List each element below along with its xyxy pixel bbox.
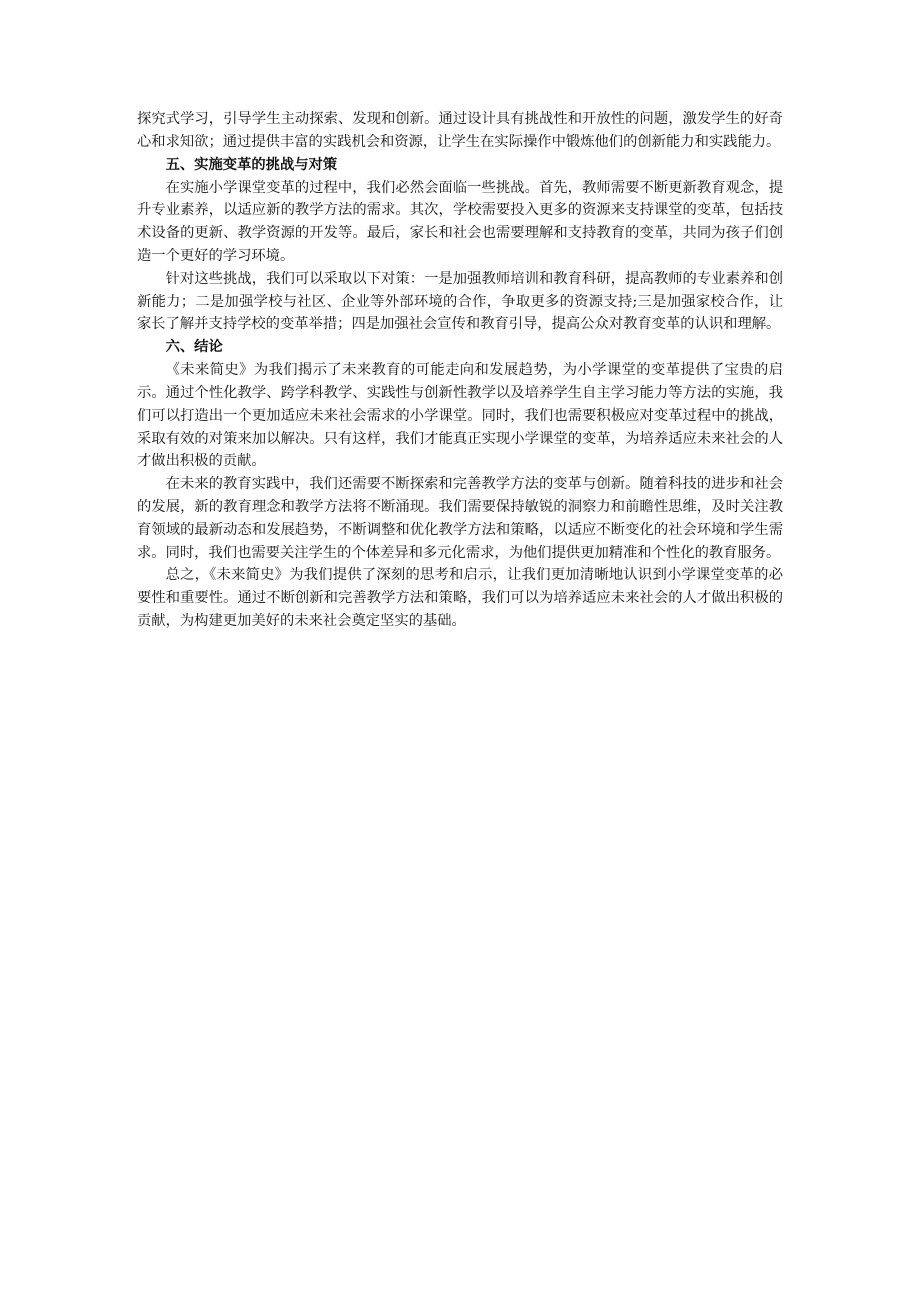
body-paragraph: 《未来简史》为我们揭示了未来教育的可能走向和发展趋势，为小学课堂的变革提供了宝贵的启示。通过个性化教学、跨学科教学、实践性与创新性教学以及培养学生自主学习能力等方法的实施，我们可以打造出一个更加适应未来社会需求的小学课堂。同时，我们也需要积极应对变革过程中的挑战，采取有效的对策来加以解决。只有这样，我们才能真正实现小学课堂的变革，为培养适应未来社会的人才做出积极的贡献。	[137, 362, 783, 470]
body-paragraph: 在实施小学课堂变革的过程中，我们必然会面临一些挑战。首先，教师需要不断更新教育观念，提升专业素养，以适应新的教学方法的需求。其次，学校需要投入更多的资源来支持课堂的变革，包括技术设备的更新、教学资源的开发等。最后，家长和社会也需要理解和支持教育的变革，共同为孩子们创造一个更好的学习环境。	[137, 179, 783, 264]
body-paragraph: 总之，《未来简史》为我们提供了深刻的思考和启示，让我们更加清晰地认识到小学课堂变革的必要性和重要性。通过不断创新和完善教学方法和策略，我们可以为培养适应未来社会的人才做出积极的贡献，为构建更加美好的未来社会奠定坚实的基础。	[137, 567, 783, 629]
document-page	[137, 108, 783, 633]
section-heading-conclusion: 六、结论	[165, 339, 223, 356]
body-paragraph: 在未来的教育实践中，我们还需要不断探索和完善教学方法的变革与创新。随着科技的进步和社会的发展，新的教育理念和教学方法将不断涌现。我们需要保持敏锐的洞察力和前瞻性思维，及时关注教育领域的最新动态和发展趋势，不断调整和优化教学方法和策略，以适应不断变化的社会环境和学生需求。同时，我们也需要关注学生的个体差异和多元化需求，为他们提供更加精准和个性化的教育服务。	[137, 476, 783, 561]
body-paragraph: 针对这些挑战，我们可以采取以下对策：一是加强教师培训和教育科研，提高教师的专业素养和创新能力；二是加强学校与社区、企业等外部环境的合作，争取更多的资源支持;三是加强家校合作，让家长了解并支持学校的变革举措；四是加强社会宣传和教育引导，提高公众对教育变革的认识和理解。	[137, 270, 783, 333]
body-paragraph-continued: 探究式学习，引导学生主动探索、发现和创新。通过设计具有挑战性和开放性的问题，激发学生的好奇心和求知欲；通过提供丰富的实践机会和资源，让学生在实际操作中锻炼他们的创新能力和实践能力。	[137, 111, 783, 150]
section-heading-challenges: 五、实施变革的挑战与对策	[165, 156, 338, 173]
